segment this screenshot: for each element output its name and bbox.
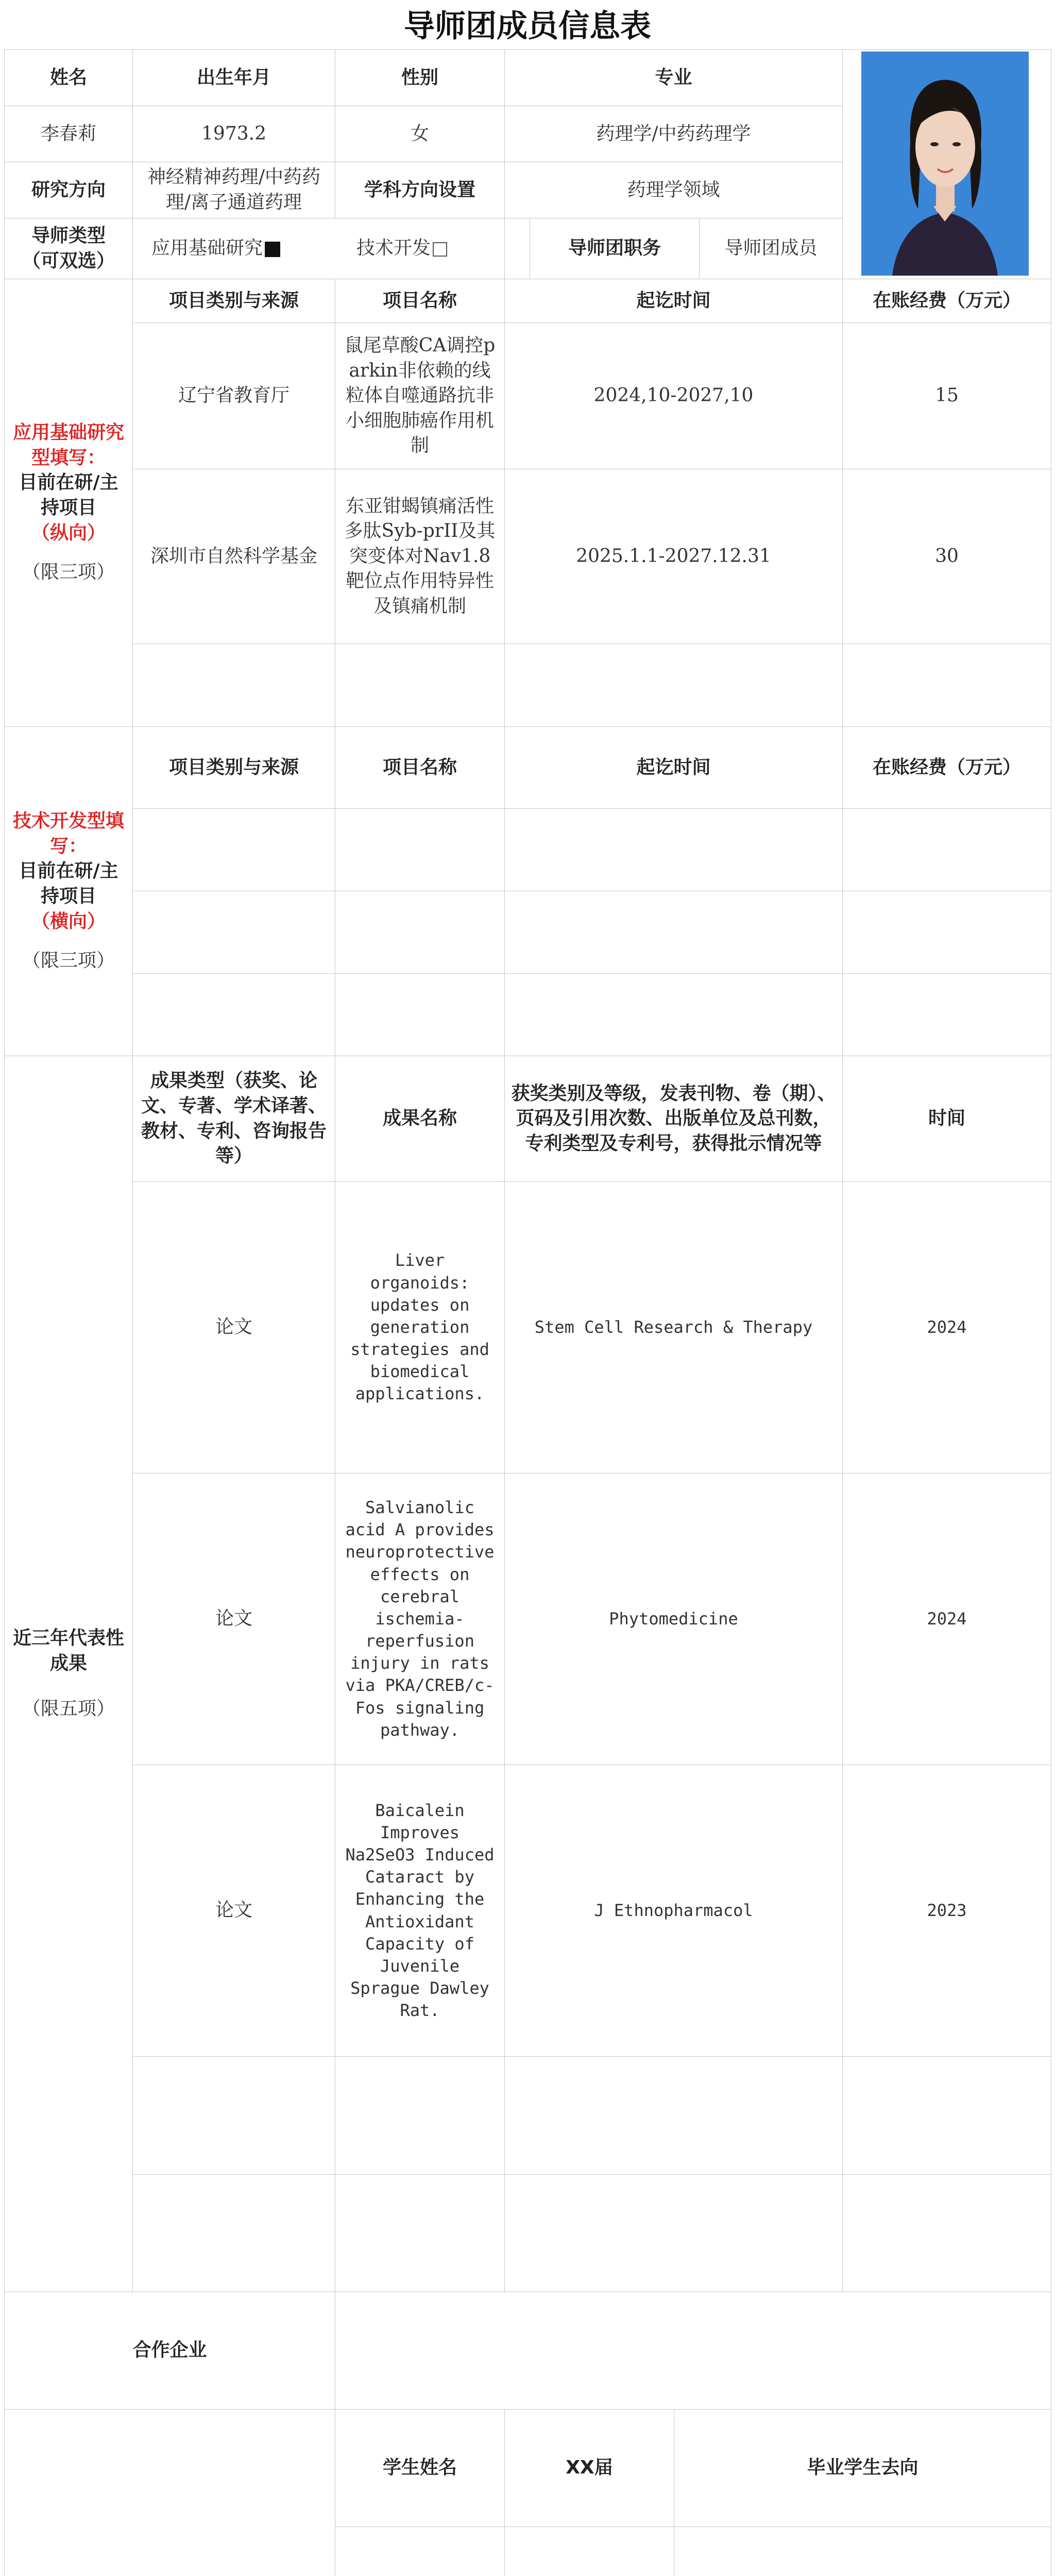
grad-header-destination: 毕业学生去向 [674, 2409, 1051, 2527]
basic-row3-funds[interactable] [842, 643, 1051, 727]
tech-label-red1: 技术开发型填写： [12, 810, 124, 857]
tech-row2-source[interactable] [132, 891, 335, 974]
basic-row1-funds: 15 [842, 323, 1051, 469]
tech-header-funds: 在账经费（万元） [842, 726, 1051, 809]
label-major: 专业 [504, 49, 843, 106]
ach-header-year: 时间 [842, 1056, 1051, 1182]
ach-row3-detail: J Ethnopharmacol [504, 1765, 843, 2057]
grad-header-year: XX届 [504, 2409, 674, 2527]
tech-section-label [4, 726, 133, 1056]
ach-row2-detail: Phytomedicine [504, 1473, 843, 1765]
basic-section-label [4, 279, 133, 727]
ach-row5-year[interactable] [842, 2174, 1051, 2292]
label-partner: 合作企业 [4, 2292, 335, 2410]
basic-row2-source: 深圳市自然科学基金 [132, 469, 335, 644]
tech-header-source: 项目类别与来源 [132, 726, 335, 809]
empty-checkbox-icon[interactable] [433, 242, 447, 257]
basic-row2-name: 东亚钳蝎镇痛活性多肽Syb-prII及其突变体对Nav1.8靶位点作用特异性及镇痛机制 [335, 469, 505, 644]
ach-header-detail: 获奖类别及等级，发表刊物、卷（期）、页码及引用次数、出版单位及总刊数，专利类型及专利号，获得批示情况等 [504, 1056, 843, 1182]
ach-row4-type[interactable] [132, 2056, 335, 2175]
tech-row3-source[interactable] [132, 973, 335, 1056]
option-tech-dev[interactable]: 技术开发 [356, 236, 447, 261]
basic-row3-period[interactable] [504, 643, 843, 727]
basic-row3-name[interactable] [335, 643, 505, 727]
mentor-type-options [132, 218, 505, 279]
basic-row3-source[interactable] [132, 643, 335, 727]
tech-row2-period[interactable] [504, 891, 843, 974]
basic-limit: （限三项） [22, 562, 115, 583]
label-mentor-type [4, 218, 133, 279]
grad-row1-year[interactable] [504, 2527, 674, 2576]
basic-row2-funds: 30 [842, 469, 1051, 644]
label-mentor-type-line2: （可双选） [22, 250, 115, 272]
tech-row1-period[interactable] [504, 808, 843, 891]
tech-label-dark: 目前在研/主持项目 [19, 860, 118, 907]
value-discipline: 药理学领域 [504, 162, 843, 218]
label-discipline: 学科方向设置 [335, 162, 505, 218]
ach-row5-type[interactable] [132, 2174, 335, 2292]
tech-row3-funds[interactable] [842, 973, 1051, 1056]
tech-header-period: 起讫时间 [504, 726, 843, 809]
tech-label-red2: （横向） [31, 910, 106, 932]
portrait-image [861, 52, 1029, 276]
value-major: 药理学/中药药理学 [504, 106, 843, 162]
ach-row2-year: 2024 [842, 1473, 1051, 1765]
ach-row2-name: Salvianolic acid A provides neuroprotective effects on cerebral ischemia-reperfusion injury in rats via PKA/CREB/c-Fos signaling pathway. [335, 1473, 505, 1765]
achievements-limit: （限五项） [22, 1698, 115, 1720]
ach-row1-type: 论文 [132, 1181, 335, 1473]
ach-row4-year[interactable] [842, 2056, 1051, 2175]
achievements-label [4, 1056, 133, 2292]
ach-row3-year: 2023 [842, 1765, 1051, 2057]
ach-row4-detail[interactable] [504, 2056, 843, 2175]
tech-row2-name[interactable] [335, 891, 505, 974]
tech-row2-funds[interactable] [842, 891, 1051, 974]
tech-row3-name[interactable] [335, 973, 505, 1056]
ach-row4-name[interactable] [335, 2056, 505, 2175]
label-gender: 性别 [335, 49, 505, 106]
tech-header-name: 项目名称 [335, 726, 505, 809]
value-team-role: 导师团成员 [699, 218, 843, 279]
ach-row1-year: 2024 [842, 1181, 1051, 1473]
value-partner[interactable] [335, 2292, 1051, 2410]
ach-row2-type: 论文 [132, 1473, 335, 1765]
basic-row1-period: 2024,10-2027,10 [504, 323, 843, 469]
basic-label-dark: 目前在研/主持项目 [19, 472, 118, 518]
basic-header-funds: 在账经费（万元） [842, 279, 1051, 323]
tech-limit: （限三项） [22, 950, 115, 972]
ach-header-name: 成果名称 [335, 1056, 505, 1182]
basic-row2-period: 2025.1.1-2027.12.31 [504, 469, 843, 644]
value-gender: 女 [335, 106, 505, 162]
value-name: 李春莉 [4, 106, 133, 162]
value-research-direction: 神经精神药理/中药药理/离子通道药理 [132, 162, 335, 218]
ach-row5-name[interactable] [335, 2174, 505, 2292]
basic-label-red1: 应用基础研究型填写： [12, 422, 124, 468]
option-basic-research[interactable]: 应用基础研究 [151, 236, 280, 261]
basic-header-name: 项目名称 [335, 279, 505, 323]
value-birth: 1973.2 [132, 106, 335, 162]
label-mentor-type-line1: 导师类型 [31, 225, 106, 246]
ach-header-type: 成果类型（获奖、论文、专著、学术译著、教材、专利、咨询报告等） [132, 1056, 335, 1182]
grad-row1-name[interactable] [335, 2527, 505, 2576]
label-birth: 出生年月 [132, 49, 335, 106]
avatar [861, 52, 1029, 276]
basic-row1-source: 辽宁省教育厅 [132, 323, 335, 469]
tech-row1-source[interactable] [132, 808, 335, 891]
tech-row3-period[interactable] [504, 973, 843, 1056]
filled-checkbox-icon[interactable] [265, 242, 280, 257]
label-name: 姓名 [4, 49, 133, 106]
label-research-direction: 研究方向 [4, 162, 133, 218]
page-title: 导师团成员信息表 [404, 8, 651, 44]
tech-row1-funds[interactable] [842, 808, 1051, 891]
basic-header-period: 起讫时间 [504, 279, 843, 323]
basic-header-source: 项目类别与来源 [132, 279, 335, 323]
label-team-role: 导师团职务 [530, 218, 700, 279]
ach-row3-name: Baicalein Improves Na2SeO3 Induced Cataract by Enhancing the Antioxidant Capacity of Juvenile Sprague Dawley Rat. [335, 1765, 505, 2057]
grad-header-name: 学生姓名 [335, 2409, 505, 2527]
achievements-title: 近三年代表性成果 [12, 1628, 124, 1674]
ach-row3-type: 论文 [132, 1765, 335, 2057]
basic-label-red2: （纵向） [31, 522, 106, 544]
grad-row1-destination[interactable] [674, 2527, 1051, 2576]
ach-row5-detail[interactable] [504, 2174, 843, 2292]
label-graduates [4, 2409, 335, 2576]
basic-row1-name: 鼠尾草酸CA调控parkin非依赖的线粒体自噬通路抗非小细胞肺癌作用机制 [335, 323, 505, 469]
ach-row1-name: Liver organoids: updates on generation strategies and biomedical applications. [335, 1181, 505, 1473]
tech-row1-name[interactable] [335, 808, 505, 891]
ach-row1-detail: Stem Cell Research & Therapy [504, 1181, 843, 1473]
